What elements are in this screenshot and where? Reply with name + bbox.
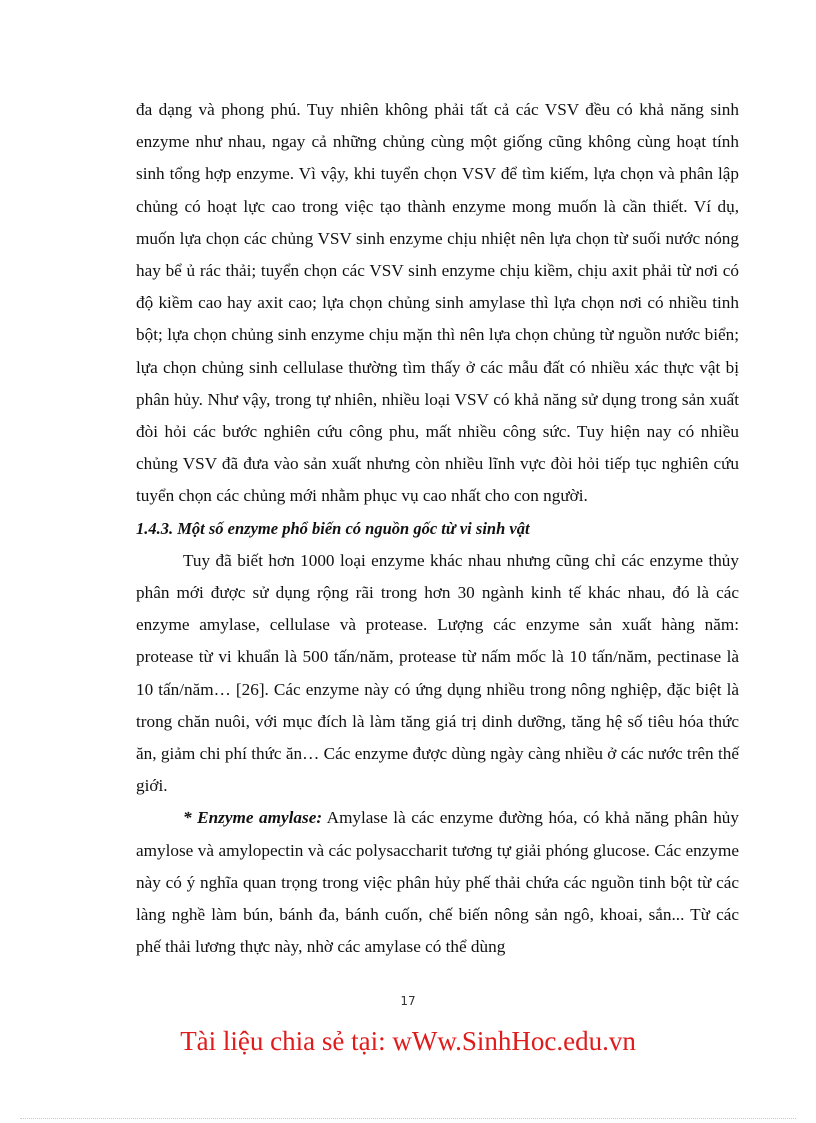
body-text [136,94,739,963]
paragraph-3 [136,802,739,963]
source-note[interactable]: Tài liệu chia sẻ tại: wWw.SinhHoc.edu.vn [180,1026,636,1056]
section-heading: 1.4.3. Một số enzyme phổ biến có nguồn gốc từ vi sinh vật [136,518,530,538]
page-divider [20,1118,796,1119]
paragraph-3-text: Amylase là các enzyme đường hóa, có khả năng phân hủy amylose và amylopectin và các polysaccharit tương tự giải phóng glucose. Các enzyme này có ý nghĩa quan trọng trong việc phân hủy phế thải chứa các nguồn tinh bột từ các làng nghề làm bún, bánh đa, bánh cuốn, chế biến nông sản ngô, khoai, sắn... Từ các phế thải lương thực này, nhờ các amylase có thể dùng [136,808,739,957]
paragraph-1: đa dạng và phong phú. Tuy nhiên không phải tất cả các VSV đều có khả năng sinh enzyme như nhau, ngay cả những chủng cùng một giống cũng không cùng hoạt tính sinh tổng hợp enzyme. Vì vậy, khi tuyển chọn VSV để tìm kiếm, lựa chọn và phân lập chủng có hoạt lực cao trong việc tạo thành enzyme mong muốn là cần thiết. Ví dụ, muốn lựa chọn các chủng VSV sinh enzyme chịu nhiệt nên lựa chọn từ suối nước nóng hay bể ủ rác thải; tuyển chọn các VSV sinh enzyme chịu kiềm, chịu axit phải từ nơi có độ kiềm cao hay axit cao; lựa chọn chủng sinh amylase thì lựa chọn nơi có nhiều tinh bột; lựa chọn chủng sinh enzyme chịu mặn thì nên lựa chọn chủng từ nguồn nước biển; lựa chọn chủng sinh cellulase thường tìm thấy ở các mẫu đất có nhiều xác thực vật bị phân hủy. Như vậy, trong tự nhiên, nhiều loại VSV có khả năng sử dụng trong sản xuất đòi hỏi các bước nghiên cứu công phu, mất nhiều công sức. Tuy hiện nay có nhiều chủng VSV đã đưa vào sản xuất nhưng còn nhiều lĩnh vực đòi hỏi tiếp tục nghiên cứu tuyển chọn các chủng mới nhằm phục vụ cao nhất cho con người. [136,100,739,506]
enzyme-amylase-label: * Enzyme amylase: [183,808,323,828]
page-number: 17 [400,994,416,1008]
paragraph-2: Tuy đã biết hơn 1000 loại enzyme khác nhau nhưng cũng chỉ các enzyme thủy phân mới được sử dụng rộng rãi trong hơn 30 ngành kinh tế khác nhau, đó là các enzyme amylase, cellulase và protease. Lượng các enzyme sản xuất hàng năm: protease từ vi khuẩn là 500 tấn/năm, protease từ nấm mốc là 10 tấn/năm, pectinase là 10 tấn/năm… [26]. Các enzyme này có ứng dụng nhiều trong nông nghiệp, đặc biệt là trong chăn nuôi, với mục đích là làm tăng giá trị dinh dưỡng, tăng hệ số tiêu hóa thức ăn, giảm chi phí thức ăn… Các enzyme được dùng ngày càng nhiều ở các nước trên thế giới. [136,550,739,796]
